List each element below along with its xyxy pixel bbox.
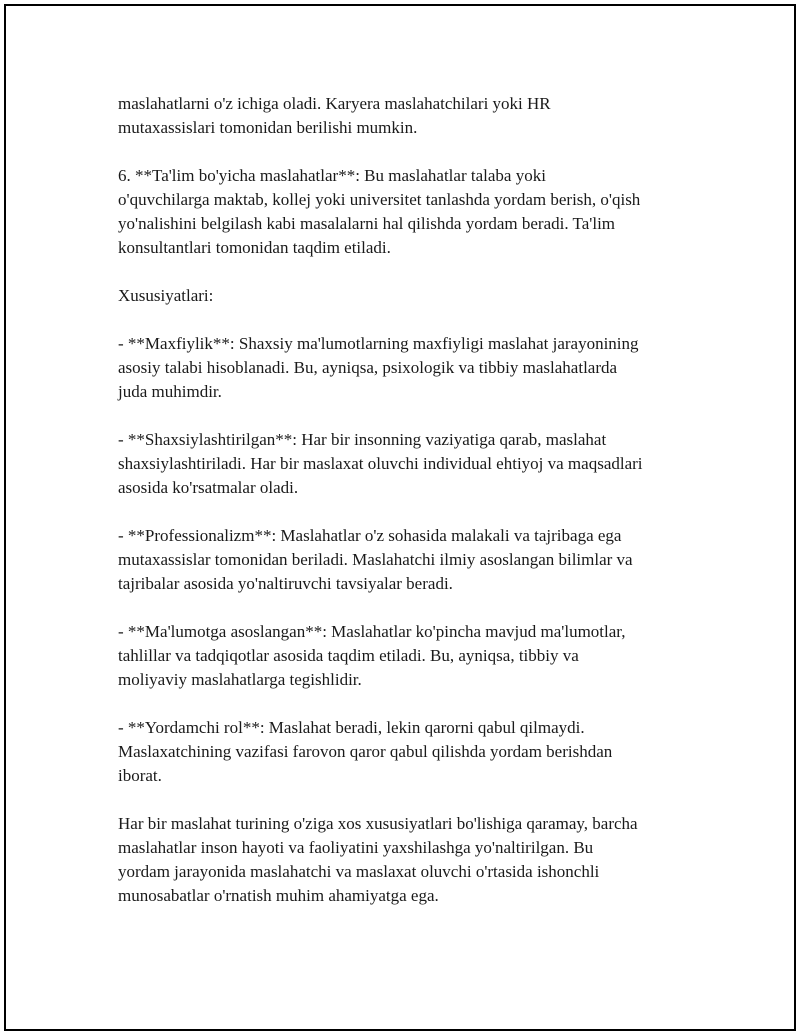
text-line: mutaxassislar tomonidan beriladi. Maslahatchi ilmiy asoslangan bilimlar va <box>118 550 633 569</box>
text-line: asosida ko'rsatmalar oladi. <box>118 478 299 497</box>
text-line: - **Yordamchi rol**: Maslahat beradi, lekin qarorni qabul qilmaydi. <box>118 718 585 737</box>
text-line: iborat. <box>118 766 162 785</box>
text-line: Har bir maslahat turining o'ziga xos xususiyatlari bo'lishiga qaramay, barcha <box>118 814 638 833</box>
paragraph-conclusion <box>118 812 698 908</box>
text-line: yordam jarayonida maslahatchi va maslaxat oluvchi o'rtasida ishonchli <box>118 862 600 881</box>
text-line: tajribalar asosida yo'naltiruvchi tavsiyalar beradi. <box>118 574 453 593</box>
text-line: asosiy talabi hisoblanadi. Bu, ayniqsa, psixologik va tibbiy maslahatlarda <box>118 358 618 377</box>
text-line: juda muhimdir. <box>118 382 222 401</box>
text-line: o'quvchilarga maktab, kollej yoki universitet tanlashda yordam berish, o'qish <box>118 190 641 209</box>
feature-item-supporting-role <box>118 716 698 788</box>
text-line: mutaxassislari tomonidan berilishi mumkin. <box>118 118 418 137</box>
text-line: - **Maxfiylik**: Shaxsiy ma'lumotlarning maxfiyligi maslahat jarayonining <box>118 334 639 353</box>
paragraph-education-advice <box>118 164 698 260</box>
text-line: maslahatlarni o'z ichiga oladi. Karyera maslahatchilari yoki HR <box>118 94 551 113</box>
text-line: tahlillar va tadqiqotlar asosida taqdim etiladi. Bu, ayniqsa, tibbiy va <box>118 646 579 665</box>
paragraph-intro-continuation <box>118 92 698 140</box>
text-line: moliyaviy maslahatlarga tegishlidir. <box>118 670 362 689</box>
feature-item-confidentiality <box>118 332 698 404</box>
text-line: Maslaxatchining vazifasi farovon qaror qabul qilishda yordam berishdan <box>118 742 613 761</box>
text-line: maslahatlar inson hayoti va faoliyatini yaxshilashga yo'naltirilgan. Bu <box>118 838 594 857</box>
text-line: shaxsiylashtiriladi. Har bir maslaxat oluvchi individual ehtiyoj va maqsadlari <box>118 454 643 473</box>
feature-item-data-based <box>118 620 698 692</box>
text-line: - **Shaxsiylashtirilgan**: Har bir insonning vaziyatiga qarab, maslahat <box>118 430 607 449</box>
text-line: munosabatlar o'rnatish muhim ahamiyatga ega. <box>118 886 439 905</box>
text-line: - **Ma'lumotga asoslangan**: Maslahatlar ko'pincha mavjud ma'lumotlar, <box>118 622 626 641</box>
text-line: 6. **Ta'lim bo'yicha maslahatlar**: Bu maslahatlar talaba yoki <box>118 166 546 185</box>
text-line: yo'nalishini belgilash kabi masalalarni hal qilishda yordam beradi. Ta'lim <box>118 214 616 233</box>
feature-item-personalized <box>118 428 698 500</box>
document-body <box>118 92 698 932</box>
section-heading-features <box>118 284 698 308</box>
text-line: konsultantlari tomonidan taqdim etiladi. <box>118 238 391 257</box>
text-line: Xususiyatlari: <box>118 286 214 305</box>
feature-item-professionalism <box>118 524 698 596</box>
text-line: - **Professionalizm**: Maslahatlar o'z sohasida malakali va tajribaga ega <box>118 526 622 545</box>
